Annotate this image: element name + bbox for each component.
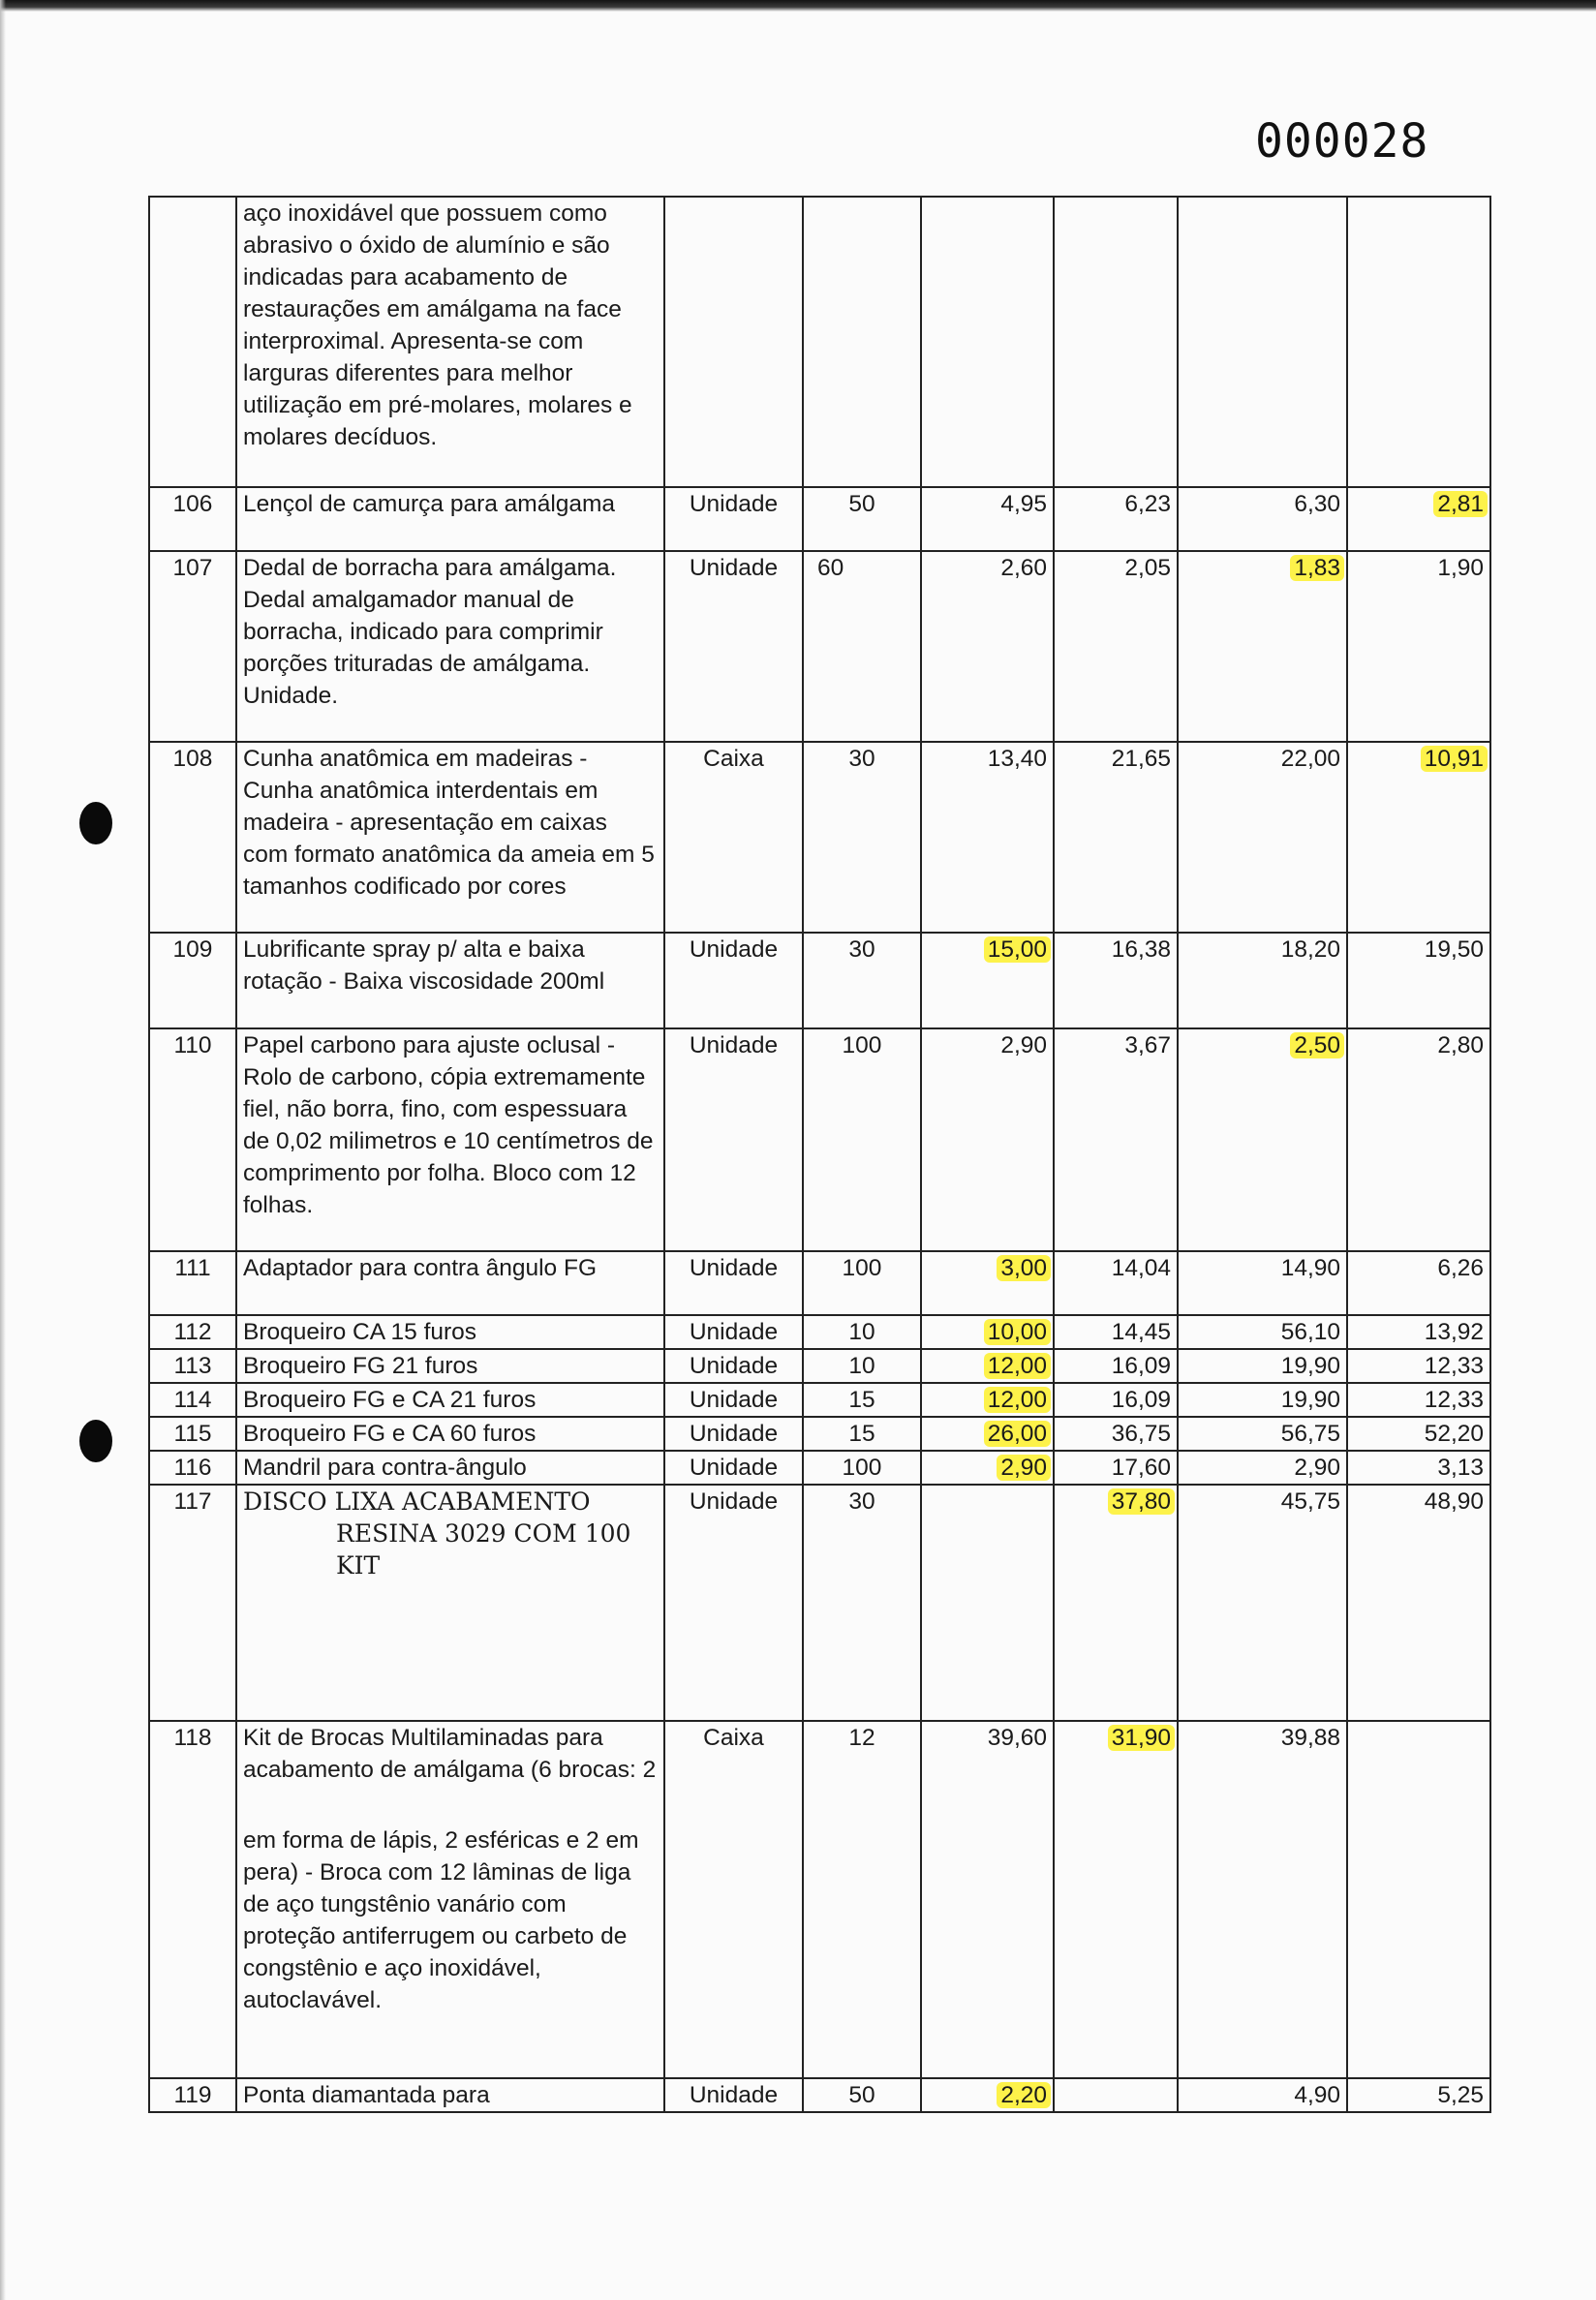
highlighted-price: 10,00 [984, 1319, 1051, 1345]
item-unit: Unidade [664, 2078, 803, 2112]
highlighted-price: 10,91 [1421, 746, 1488, 772]
item-number: 115 [149, 1417, 236, 1451]
item-description [236, 1485, 664, 1721]
price-3: 18,20 [1178, 933, 1347, 1028]
item-unit: Unidade [664, 1315, 803, 1349]
price-2: 2,05 [1054, 551, 1178, 742]
item-unit: Unidade [664, 1451, 803, 1485]
price-2: 21,65 [1054, 742, 1178, 933]
item-description: Papel carbono para ajuste oclusal - Rolo de carbono, cópia extremamente fiel, não borra, fino, com espessuara de 0,02 milimetros e 10 centímetros de comprimento por folha. Bloco com 12 folhas. [236, 1028, 664, 1251]
price-2 [1054, 1485, 1178, 1721]
price-3: 6,30 [1178, 487, 1347, 551]
item-unit: Unidade [664, 487, 803, 551]
item-quantity: 15 [803, 1417, 921, 1451]
price-2: 3,67 [1054, 1028, 1178, 1251]
price-4 [1347, 742, 1490, 933]
price-4: 6,26 [1347, 1251, 1490, 1315]
item-description: Dedal de borracha para amálgama. Dedal amalgamador manual de borracha, indicado para comprimir porções trituradas de amálgama. Unidade. [236, 551, 664, 742]
item-number: 108 [149, 742, 236, 933]
item-unit: Unidade [664, 1383, 803, 1417]
price-4: 13,92 [1347, 1315, 1490, 1349]
item-quantity: 15 [803, 1383, 921, 1417]
item-description: Mandril para contra-ângulo [236, 1451, 664, 1485]
price-1 [921, 2078, 1054, 2112]
price-4 [1347, 487, 1490, 551]
item-quantity: 60 [803, 551, 921, 742]
table-row [149, 933, 1490, 1028]
description-line: RESINA 3029 COM 100 [336, 1519, 631, 1548]
items-table [148, 196, 1491, 2113]
table-row [149, 197, 1490, 487]
table-row [149, 1251, 1490, 1315]
table-row [149, 1349, 1490, 1383]
highlighted-price: 2,20 [997, 2082, 1051, 2108]
item-quantity: 30 [803, 742, 921, 933]
highlighted-price: 1,83 [1290, 555, 1344, 581]
price-2: 14,45 [1054, 1315, 1178, 1349]
price-1: 4,95 [921, 487, 1054, 551]
item-unit: Unidade [664, 933, 803, 1028]
description-part: em forma de lápis, 2 esféricas e 2 em pera) - Broca com 12 lâminas de liga de aço tungstênio vanário com proteção antiferrugem ou carbeto de congstênio e aço inoxidável, autoclavável. [243, 1827, 639, 2013]
item-number: 119 [149, 2078, 236, 2112]
price-2: 6,23 [1054, 487, 1178, 551]
item-quantity: 50 [803, 487, 921, 551]
highlighted-price: 2,81 [1433, 491, 1488, 517]
page-number: 000028 [1255, 114, 1429, 169]
item-description: Lençol de camurça para amálgama [236, 487, 664, 551]
item-description: Cunha anatômica em madeiras - Cunha anatômica interdentais em madeira - apresentação em caixas com formato anatômica da ameia em 5 tamanhos codificado por cores [236, 742, 664, 933]
item-quantity: 100 [803, 1028, 921, 1251]
item-unit: Unidade [664, 1028, 803, 1251]
price-2: 16,38 [1054, 933, 1178, 1028]
item-unit: Unidade [664, 1251, 803, 1315]
price-1: 2,90 [921, 1028, 1054, 1251]
item-description [236, 1721, 664, 2078]
punch-hole-upper [79, 802, 112, 844]
item-quantity: 30 [803, 1485, 921, 1721]
item-number: 106 [149, 487, 236, 551]
price-3: 22,00 [1178, 742, 1347, 933]
item-number: 111 [149, 1251, 236, 1315]
price-4: 5,25 [1347, 2078, 1490, 2112]
highlighted-price: 12,00 [984, 1353, 1051, 1379]
price-3 [1178, 551, 1347, 742]
price-1 [921, 1349, 1054, 1383]
item-unit: Caixa [664, 742, 803, 933]
highlighted-price: 2,50 [1290, 1032, 1344, 1058]
item-quantity: 50 [803, 2078, 921, 2112]
price-4: 12,33 [1347, 1349, 1490, 1383]
item-quantity: 10 [803, 1315, 921, 1349]
price-2: 36,75 [1054, 1417, 1178, 1451]
item-quantity: 100 [803, 1451, 921, 1485]
description-part: Kit de Brocas Multilaminadas para acabamento de amálgama (6 brocas: 2 [243, 1725, 657, 1783]
price-3: 39,88 [1178, 1721, 1347, 2078]
table-row [149, 1451, 1490, 1485]
item-number: 110 [149, 1028, 236, 1251]
item-quantity: 100 [803, 1251, 921, 1315]
description-line: KIT [336, 1551, 381, 1579]
highlighted-price: 15,00 [984, 936, 1051, 963]
item-number: 117 [149, 1485, 236, 1721]
item-description: Broqueiro FG 21 furos [236, 1349, 664, 1383]
item-unit: Unidade [664, 1417, 803, 1451]
price-3: 4,90 [1178, 2078, 1347, 2112]
table-row [149, 1315, 1490, 1349]
price-4: 19,50 [1347, 933, 1490, 1028]
item-unit: Unidade [664, 551, 803, 742]
highlighted-price: 12,00 [984, 1387, 1051, 1413]
price-2: 14,04 [1054, 1251, 1178, 1315]
item-number: 112 [149, 1315, 236, 1349]
price-4: 3,13 [1347, 1451, 1490, 1485]
price-1 [921, 1315, 1054, 1349]
price-1: 39,60 [921, 1721, 1054, 2078]
table-row [149, 742, 1490, 933]
item-description: Ponta diamantada para [236, 2078, 664, 2112]
price-3: 2,90 [1178, 1451, 1347, 1485]
price-3: 56,75 [1178, 1417, 1347, 1451]
scan-top-edge [0, 0, 1596, 12]
table-row [149, 1417, 1490, 1451]
price-1 [921, 1485, 1054, 1721]
highlighted-price: 2,90 [997, 1455, 1051, 1481]
table-row [149, 1028, 1490, 1251]
highlighted-price: 37,80 [1108, 1488, 1175, 1515]
item-number: 116 [149, 1451, 236, 1485]
price-3: 56,10 [1178, 1315, 1347, 1349]
table-row [149, 1721, 1490, 2078]
item-quantity: 10 [803, 1349, 921, 1383]
punch-hole-lower [79, 1420, 112, 1462]
item-number: 113 [149, 1349, 236, 1383]
price-3 [1178, 1028, 1347, 1251]
price-2: 16,09 [1054, 1383, 1178, 1417]
item-quantity: 12 [803, 1721, 921, 2078]
price-3: 14,90 [1178, 1251, 1347, 1315]
item-description: aço inoxidável que possuem como abrasivo o óxido de alumínio e são indicadas para acabamento de restaurações em amálgama na face interproximal. Apresenta-se com larguras diferentes para melhor utilização em pré-molares, molares e molares decíduos. [236, 197, 664, 487]
item-description: Broqueiro FG e CA 60 furos [236, 1417, 664, 1451]
scan-left-edge [0, 0, 6, 2300]
item-number: 107 [149, 551, 236, 742]
price-1 [921, 1251, 1054, 1315]
price-1 [921, 1383, 1054, 1417]
price-4: 2,80 [1347, 1028, 1490, 1251]
item-number: 109 [149, 933, 236, 1028]
item-description: Adaptador para contra ângulo FG [236, 1251, 664, 1315]
price-2: 16,09 [1054, 1349, 1178, 1383]
item-description: Broqueiro FG e CA 21 furos [236, 1383, 664, 1417]
item-description: Broqueiro CA 15 furos [236, 1315, 664, 1349]
item-unit: Unidade [664, 1349, 803, 1383]
price-4: 52,20 [1347, 1417, 1490, 1451]
table-row [149, 1383, 1490, 1417]
price-1: 13,40 [921, 742, 1054, 933]
price-1 [921, 933, 1054, 1028]
price-2: 17,60 [1054, 1451, 1178, 1485]
highlighted-price: 26,00 [984, 1421, 1051, 1447]
price-1: 2,60 [921, 551, 1054, 742]
highlighted-price: 3,00 [997, 1255, 1051, 1281]
price-3: 45,75 [1178, 1485, 1347, 1721]
price-3: 19,90 [1178, 1383, 1347, 1417]
item-description: Lubrificante spray p/ alta e baixa rotação - Baixa viscosidade 200ml [236, 933, 664, 1028]
price-2 [1054, 2078, 1178, 2112]
price-3: 19,90 [1178, 1349, 1347, 1383]
price-2 [1054, 1721, 1178, 2078]
price-1 [921, 1451, 1054, 1485]
description-line: DISCO LIXA ACABAMENTO [243, 1487, 591, 1516]
price-4: 48,90 [1347, 1485, 1490, 1721]
table-row [149, 2078, 1490, 2112]
item-number: 118 [149, 1721, 236, 2078]
item-number: 114 [149, 1383, 236, 1417]
table-row [149, 551, 1490, 742]
item-quantity: 30 [803, 933, 921, 1028]
table-row [149, 487, 1490, 551]
price-4: 1,90 [1347, 551, 1490, 742]
price-4 [1347, 1721, 1490, 2078]
price-1 [921, 1417, 1054, 1451]
item-number [149, 197, 236, 487]
highlighted-price: 31,90 [1108, 1725, 1175, 1751]
price-4: 12,33 [1347, 1383, 1490, 1417]
item-unit: Caixa [664, 1721, 803, 2078]
item-unit: Unidade [664, 1485, 803, 1721]
table-row [149, 1485, 1490, 1721]
